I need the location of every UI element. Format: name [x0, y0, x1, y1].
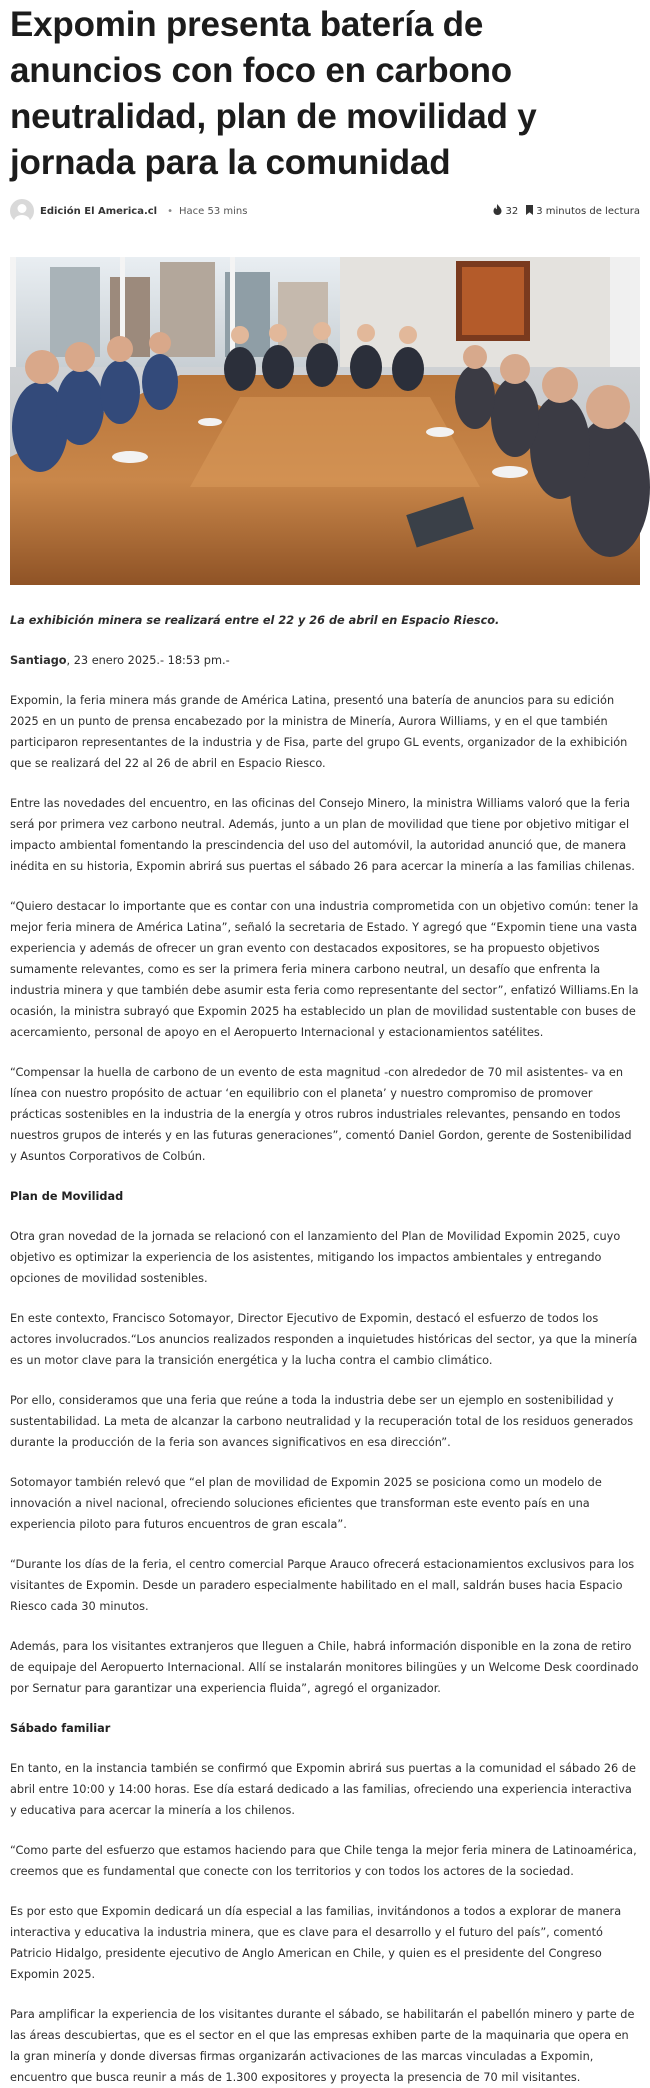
paragraph-10: Además, para los visitantes extranjeros que lleguen a Chile, habrá información disponible en la zona de retiro de equipaje del Aeropuerto Internacional. Allí se instalarán monitores bilingües y un Welcome Desk coordinado por Sernatur para garantizar una experiencia fluida”, agregó el organizador.: [10, 1640, 639, 1695]
hero-photo: [10, 257, 640, 585]
stats-block: [493, 204, 640, 218]
meeting-photo-illustration: [10, 257, 640, 585]
paragraph-8: Sotomayor también relevó que “el plan de movilidad de Expomin 2025 se posiciona como un modelo de innovación a nivel nacional, ofreciendo soluciones eficientes que transforman este evento país en una experiencia piloto para futuros encuentros de gran escala”.: [10, 1476, 602, 1531]
read-time: 3 minutos de lectura: [536, 205, 640, 217]
paragraph-6: En este contexto, Francisco Sotomayor, Director Ejecutivo de Expomin, destacó el esfuerzo de todos los actores involucrados.“Los anuncios realizados responden a inquietudes históricas del sector, ya que la minería es un motor clave para la transición energética y la lucha contra el cambio climático.: [10, 1312, 638, 1367]
bookmark-icon: [526, 205, 533, 218]
author-name[interactable]: Edición El America.cl: [40, 205, 158, 217]
user-avatar-icon[interactable]: [10, 199, 34, 223]
paragraph-2: Entre las novedades del encuentro, en las oficinas del Consejo Minero, la ministra Williams valoró que la feria será por primera vez carbono neutral. Además, junto a un plan de movilidad que tiene por objetivo mitigar el impacto ambiental fomentando la prescindencia del uso del automóvil, la autoridad anunció que, de manera inédita en su historia, Expomin abrirá sus puertas el sábado 26 para acercar la minería a las familias chilenas.: [10, 797, 635, 873]
paragraph-3: “Quiero destacar lo importante que es contar con una industria comprometida con un objetivo común: tener la mejor feria minera de América Latina”, señaló la secretaria de Estado. Y agregó que “Expomin tiene una vasta experiencia y además de ofrecer un gran evento con destacados expositores, se ha propuesto objetivos sumamente relevantes, como es ser la primera feria minera carbono neutral, un desafío que enfrenta la industria minera y que también debe asumir esta feria como representante del sector”, enfatizó Williams.En la ocasión, la ministra subrayó que Expomin 2025 ha establecido un plan de movilidad sustentable con buses de acercamiento, personal de apoyo en el Aeropuerto Internacional y estacionamientos satélites.: [10, 900, 639, 1039]
view-count: 32: [505, 205, 519, 217]
paragraph-9: “Durante los días de la feria, el centro comercial Parque Arauco ofrecerá estacionamientos exclusivos para los visitantes de Expomin. Desde un paradero especialmente habilitado en el mall, saldrán buses hacia Espacio Riesco cada 30 minutos.: [10, 1558, 635, 1613]
article-meta: [10, 196, 640, 226]
flame-icon: [493, 204, 502, 218]
paragraph-12: “Como parte del esfuerzo que estamos haciendo para que Chile tenga la mejor feria minera de Latinoamérica, creemos que es fundamental que conecte con los territorios y con todos los actores de la sociedad.: [10, 1844, 637, 1878]
article-title: Expomin presenta batería de anuncios con foco en carbono neutralidad, plan de movilidad y jornada para la comunidad: [10, 5, 537, 182]
author-block: [10, 199, 247, 223]
image-caption: La exhibición minera se realizará entre el 22 y 26 de abril en Espacio Riesco.: [10, 614, 500, 627]
time-ago: Hace 53 mins: [179, 205, 248, 217]
paragraph-1: Expomin, la feria minera más grande de América Latina, presentó una batería de anuncios para su edición 2025 en un punto de prensa encabezado por la ministra de Minería, Aurora Williams, y en el que también participaron representantes de la industria y de Fisa, parte del grupo GL events, organizador de la exhibición que se realizará del 22 al 26 de abril en Espacio Riesco.: [10, 694, 628, 770]
subheading-sabado-familiar: Sábado familiar: [10, 1722, 111, 1735]
paragraph-13: Es por esto que Expomin dedicará un día especial a las familias, invitándonos a todos a explorar de manera interactiva y educativa la industria minera, que es clave para el desarrollo y el futuro del país”, comentó Patricio Hidalgo, presidente ejecutivo de Anglo American en Chile, y quien es el presidente del Congreso Expomin 2025.: [10, 1905, 622, 1981]
paragraph-4: “Compensar la huella de carbono de un evento de esta magnitud -con alrededor de 70 mil asistentes- va en línea con nuestro propósito de actuar ‘en equilibrio con el planeta’ y nuestro compromiso de promover prácticas sostenibles en la industria de la energía y otros rubros industriales relevantes, pensando en todos nuestros grupos de interés y en las futuras generaciones”, comentó Daniel Gordon, gerente de Sostenibilidad y Asuntos Corporativos de Colbún.: [10, 1066, 632, 1163]
separator-dot-icon: •: [167, 205, 174, 217]
article-page: [0, 2, 650, 2084]
paragraph-5: Otra gran novedad de la jornada se relacionó con el lanzamiento del Plan de Movilidad Expomin 2025, cuyo objetivo es optimizar la experiencia de los asistentes, mitigando los impactos ambientales y entregando opciones de movilidad sostenibles.: [10, 1230, 621, 1285]
dateline: [10, 650, 640, 671]
subheading-plan-movilidad: Plan de Movilidad: [10, 1190, 124, 1203]
paragraph-14: Para amplificar la experiencia de los visitantes durante el sábado, se habilitarán el pabellón minero y parte de las áreas descubiertas, que es el sector en el que las empresas exhiben parte de la maquinaria que opera en la gran minería y donde diversas firmas organizarán activaciones de las marcas vinculadas a Expomin, encuentro que busca reunir a más de 1.300 expositores y proyecta la presencia de 70 mil visitantes.: [10, 2008, 635, 2084]
dateline-date: , 23 enero 2025.- 18:53 pm.-: [66, 654, 230, 667]
dateline-place: Santiago: [10, 654, 67, 667]
paragraph-11: En tanto, en la instancia también se confirmó que Expomin abrirá sus puertas a la comunidad el sábado 26 de abril entre 10:00 y 14:00 horas. Ese día estará dedicado a las familias, ofreciendo una experiencia interactiva y educativa para acercar la minería a los chilenos.: [10, 1762, 636, 1817]
article-body: [10, 610, 640, 2088]
paragraph-7: Por ello, consideramos que una feria que reúne a toda la industria debe ser un ejemplo en sostenibilidad y sustentabilidad. La meta de alcanzar la carbono neutralidad y la recuperación total de los residuos generados durante la producción de la feria son avances significativos en esa dirección”.: [10, 1394, 634, 1449]
